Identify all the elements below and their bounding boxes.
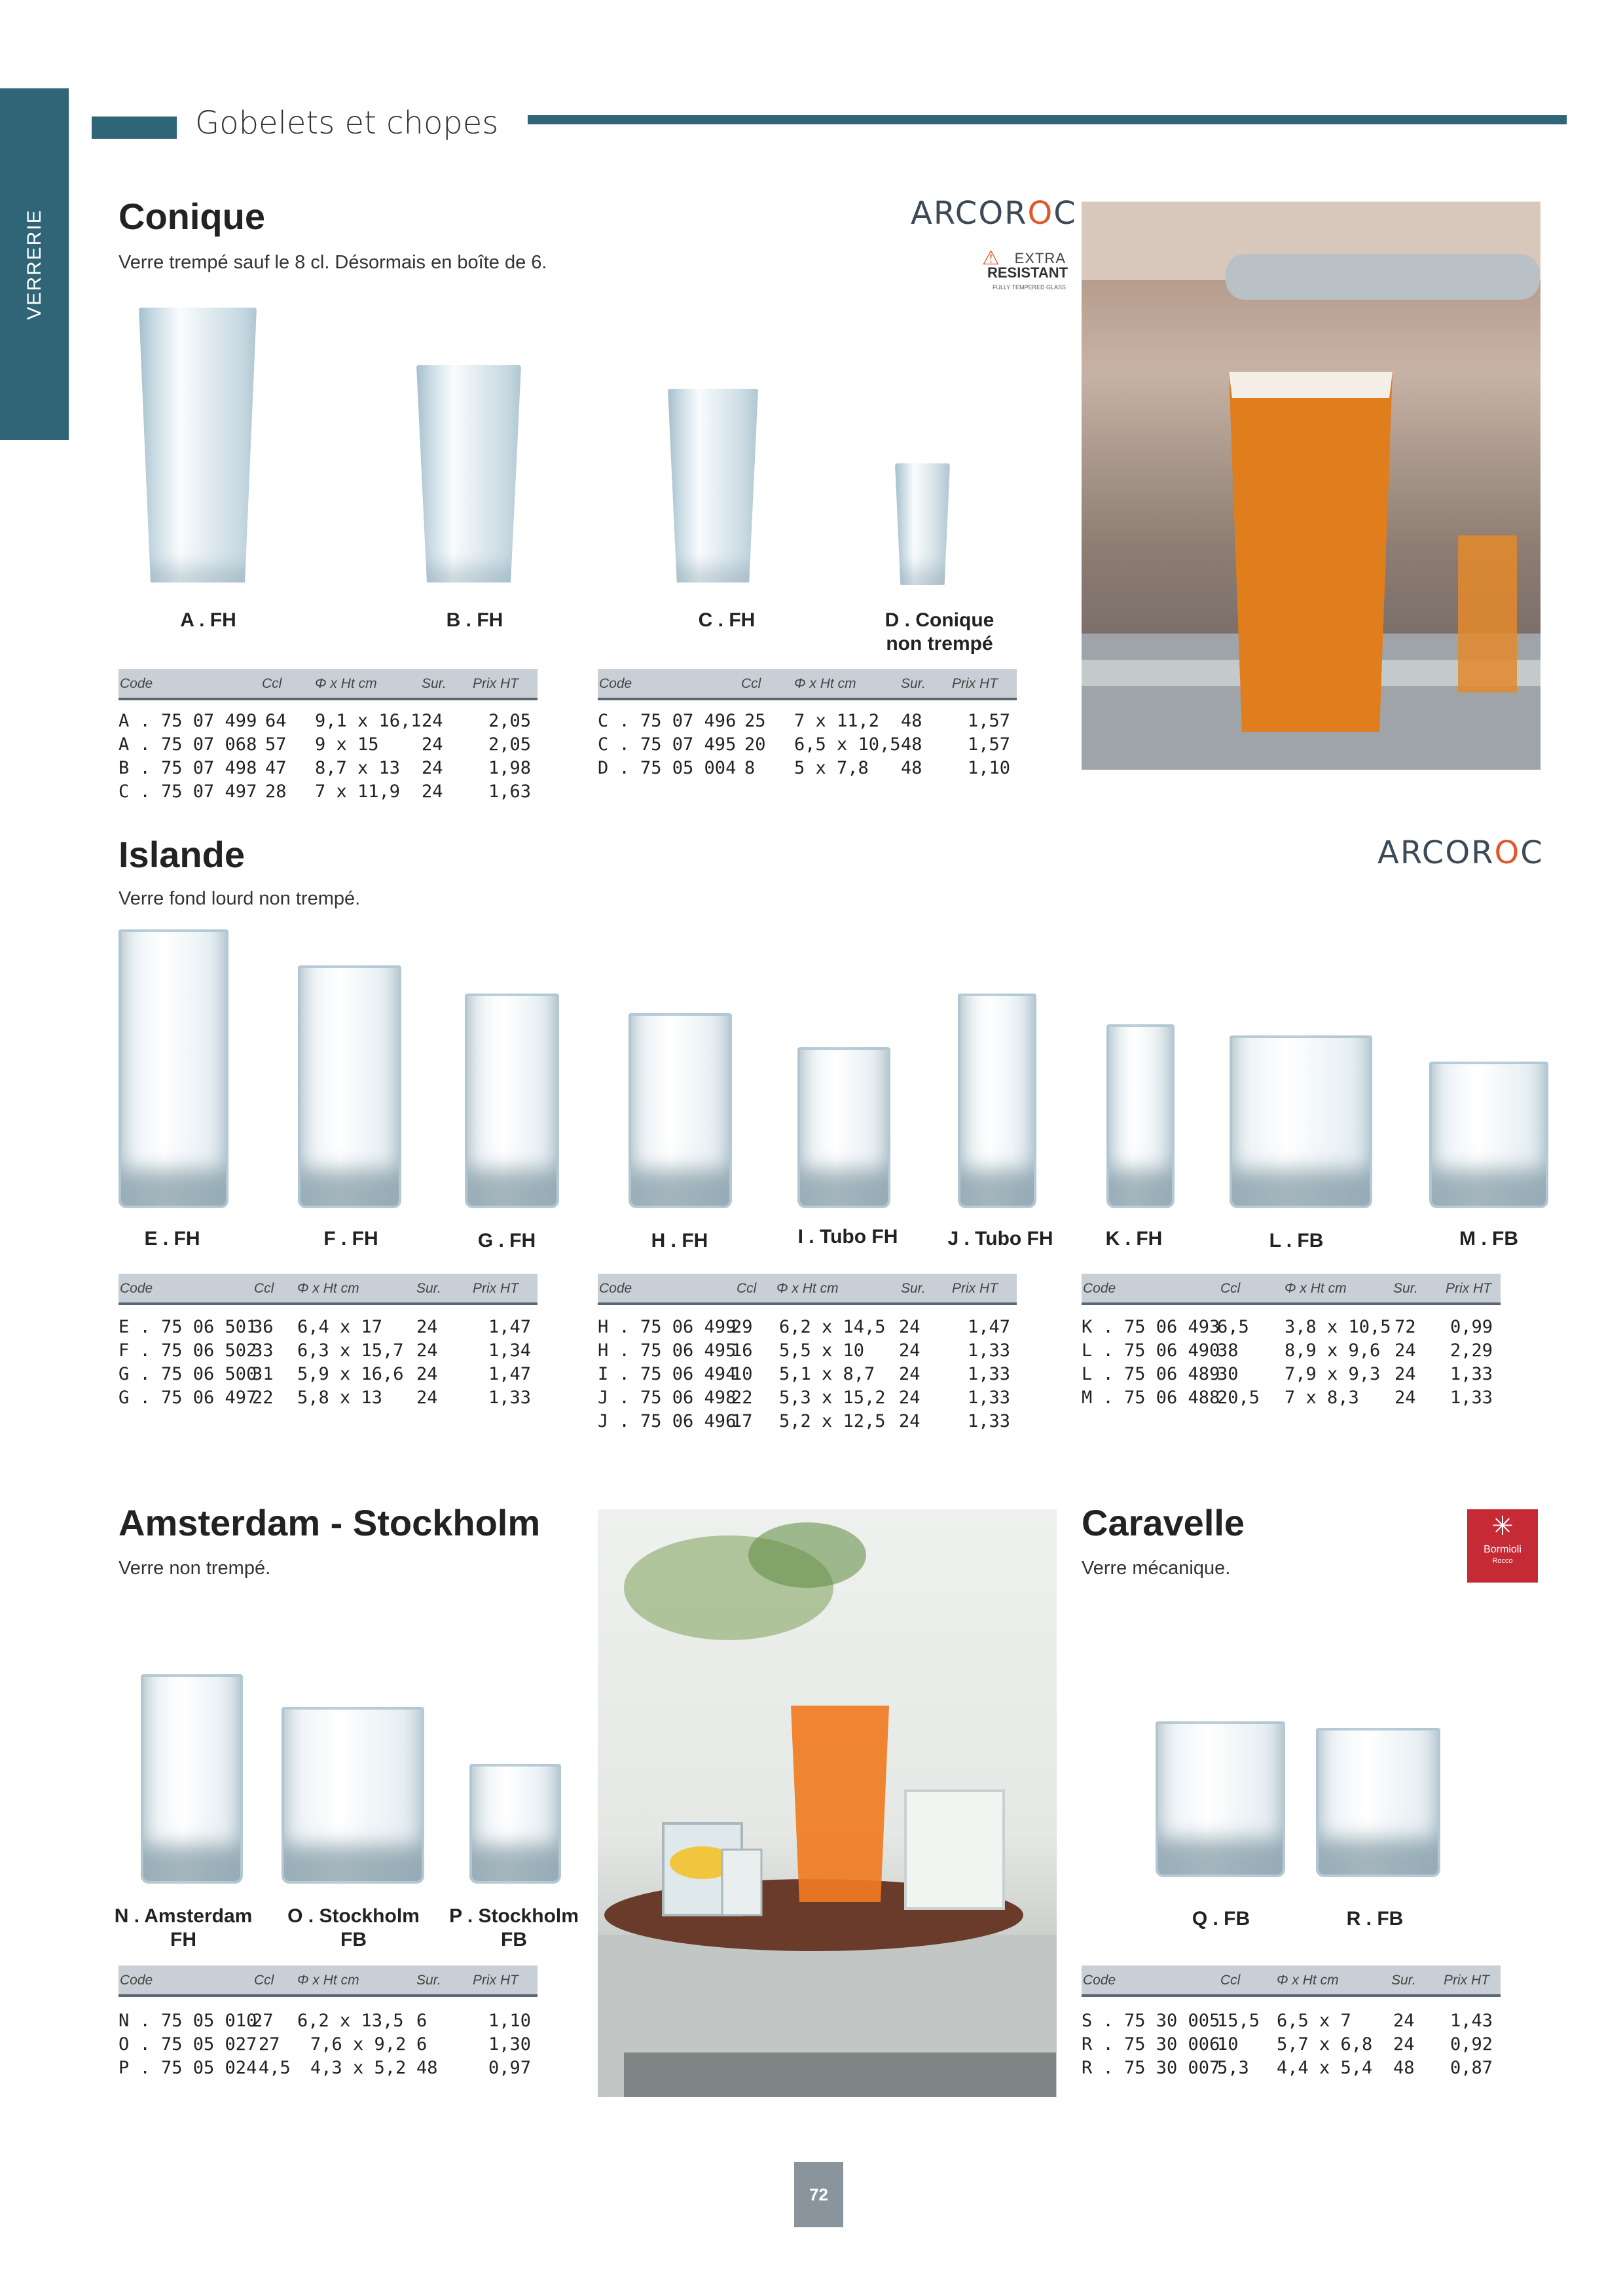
label-e: E . FH — [144, 1228, 200, 1249]
beer-photo — [1082, 202, 1541, 770]
glass-i-image — [797, 1047, 890, 1208]
extra-resistant-badge: ⚠ EXTRA RESISTANT FULLY TEMPERED GLASS — [982, 247, 1068, 291]
header-accent-block — [92, 117, 177, 139]
label-r: R . FB — [1346, 1908, 1404, 1929]
label-l: L . FB — [1269, 1230, 1324, 1251]
glass-l-image — [1230, 1035, 1372, 1208]
glass-c-image — [668, 389, 758, 583]
glass-o-image — [282, 1707, 424, 1884]
islande-description: Verre fond lourd non trempé. — [119, 888, 361, 909]
glass-h-image — [629, 1013, 732, 1208]
beer-photo-illustration — [1082, 202, 1541, 770]
label-i: I . Tubo FH — [797, 1226, 898, 1247]
glass-f-image — [298, 965, 401, 1208]
conique-description: Verre trempé sauf le 8 cl. Désormais en boîte de 6. — [119, 252, 547, 273]
islande-table2-header: Code Ccl Φ x Ht cm Sur. Prix HT — [598, 1274, 1017, 1305]
badge-icon: ⚠ — [982, 247, 1000, 269]
label-k: K . FH — [1105, 1228, 1163, 1249]
conique-table1-header: Code Ccl Φ x Ht cm Sur. Prix HT — [119, 669, 538, 700]
glass-q-image — [1156, 1721, 1285, 1877]
caravelle-description: Verre mécanique. — [1082, 1558, 1231, 1579]
glass-b-image — [416, 365, 521, 583]
label-f: F . FH — [323, 1228, 378, 1249]
islande-table1-header: Code Ccl Φ x Ht cm Sur. Prix HT — [119, 1274, 538, 1305]
glass-d-image — [895, 463, 950, 585]
bormioli-logo: ✳ Bormioli Rocco — [1467, 1509, 1538, 1583]
header-rule — [528, 115, 1567, 124]
label-p: P . Stockholm FB — [449, 1905, 579, 1950]
amsterdam-title: Amsterdam - Stockholm — [119, 1502, 541, 1543]
amsterdam-table-header: Code Ccl Φ x Ht cm Sur. Prix HT — [119, 1965, 538, 1997]
label-n: N . Amsterdam FH — [114, 1905, 253, 1950]
conique-title: Conique — [119, 196, 265, 237]
glass-m-image — [1429, 1062, 1548, 1208]
label-q: Q . FB — [1192, 1908, 1250, 1929]
label-d: D . Conique non trempé — [884, 609, 994, 655]
conique-table2-header: Code Ccl Φ x Ht cm Sur. Prix HT — [598, 669, 1017, 700]
drinks-photo-illustration — [598, 1509, 1057, 2097]
side-tab-label: VERRERIE — [23, 208, 45, 320]
drinks-photo — [598, 1509, 1057, 2097]
glass-r-image — [1316, 1728, 1440, 1877]
star-icon: ✳ — [1491, 1512, 1514, 1541]
label-g: G . FH — [477, 1230, 536, 1251]
label-j: J . Tubo FH — [947, 1228, 1053, 1249]
glass-g-image — [465, 994, 559, 1208]
label-c: C . FH — [698, 609, 756, 631]
page-number: 72 — [794, 2162, 843, 2227]
caravelle-table-header: Code Ccl Φ x Ht cm Sur. Prix HT — [1082, 1965, 1501, 1997]
side-tab — [0, 88, 69, 440]
arcoroc-logo: ARCOROC — [911, 195, 1077, 232]
glass-n-image — [141, 1674, 243, 1884]
glass-p-image — [469, 1764, 561, 1884]
glass-e-image — [119, 929, 228, 1208]
glass-j-image — [958, 994, 1036, 1208]
label-a: A . FH — [180, 609, 236, 631]
label-m: M . FB — [1459, 1228, 1518, 1249]
label-o: O . Stockholm FB — [287, 1905, 420, 1950]
glass-k-image — [1106, 1024, 1175, 1208]
islande-title: Islande — [119, 834, 245, 875]
caravelle-title: Caravelle — [1082, 1502, 1245, 1543]
arcoroc-logo: ARCOROC — [1377, 834, 1544, 871]
page-title: Gobelets et chopes — [195, 105, 499, 141]
islande-table3-header: Code Ccl Φ x Ht cm Sur. Prix HT — [1082, 1274, 1501, 1305]
amsterdam-description: Verre non trempé. — [119, 1558, 271, 1579]
label-b: B . FH — [446, 609, 503, 631]
glass-a-image — [139, 308, 257, 583]
label-h: H . FH — [651, 1230, 708, 1251]
